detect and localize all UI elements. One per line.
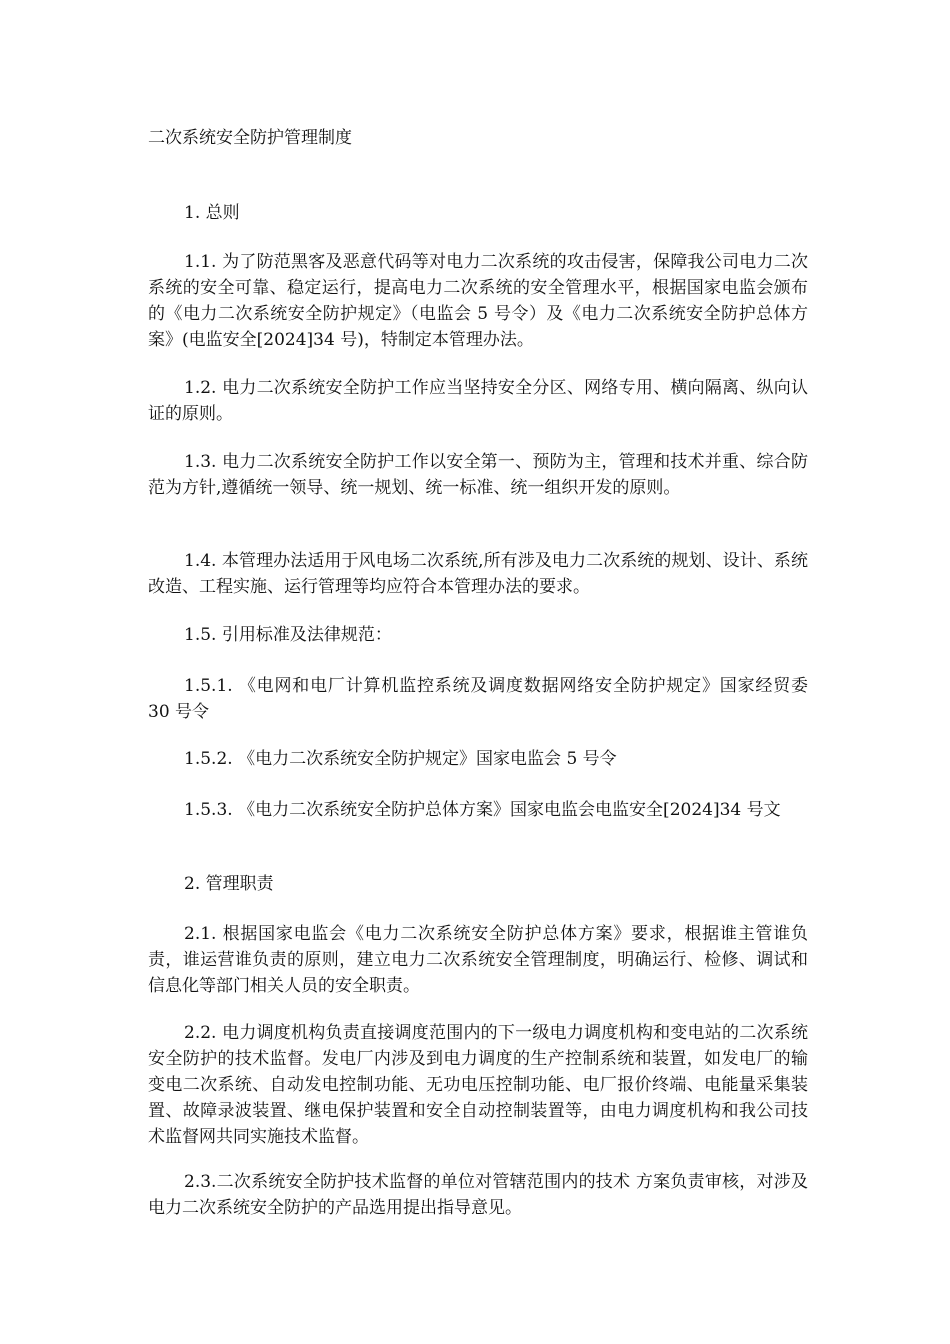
paragraph-1-5: 1.5. 引用标准及法律规范：: [184, 625, 392, 645]
paragraph-1-3: 1.3. 电力二次系统安全防护工作以安全第一、预防为主，管理和技术并重、综合防范为方针,遵循统一领导、统一规划、统一标准、统一组织开发的原则。: [148, 452, 808, 498]
paragraph-2-2: 2.2. 电力调度机构负责直接调度范围内的下一级电力调度机构和变电站的二次系统安全防护的技术监督。发电厂内涉及到电力调度的生产控制系统和装置，如发电厂的输变电二次系统、自动发电控制功能、无功电压控制功能、电厂报价终端、电能量采集装置、故障录波装置、继电保护装置和安全自动控制装置等，由电力调度机构和我公司技术监督网共同实施技术监督。: [148, 1023, 808, 1147]
paragraph-2-3: 2.3.二次系统安全防护技术监督的单位对管辖范围内的技术 方案负责审核，对涉及电力二次系统安全防护的产品选用提出指导意见。: [148, 1172, 808, 1218]
paragraph-1-5-2: 1.5.2. 《电力二次系统安全防护规定》国家电监会 5 号令: [184, 749, 617, 769]
paragraph-1-5-3: 1.5.3. 《电力二次系统安全防护总体方案》国家电监会电监安全[2024]34 号文: [184, 800, 781, 820]
section-heading-general: 1. 总则: [184, 203, 240, 223]
paragraph-1-2: 1.2. 电力二次系统安全防护工作应当坚持安全分区、网络专用、横向隔离、纵向认证的原则。: [148, 378, 808, 424]
document-title: 二次系统安全防护管理制度: [148, 128, 352, 148]
section-heading-responsibilities: 2. 管理职责: [184, 874, 274, 894]
paragraph-1-5-1: 1.5.1. 《电网和电厂计算机监控系统及调度数据网络安全防护规定》国家经贸委 30 号令: [148, 676, 808, 722]
paragraph-2-1: 2.1. 根据国家电监会《电力二次系统安全防护总体方案》要求，根据谁主管谁负责，谁运营谁负责的原则，建立电力二次系统安全管理制度，明确运行、检修、调试和信息化等部门相关人员的安全职责。: [148, 924, 808, 996]
paragraph-1-1: 1.1. 为了防范黑客及恶意代码等对电力二次系统的攻击侵害，保障我公司电力二次系统的安全可靠、稳定运行，提高电力二次系统的安全管理水平，根据国家电监会颁布的《电力二次系统安全防护规定》（电监会 5 号令）及《电力二次系统安全防护总体方案》(电监安全[2024]34 号)，特制定本管理办法。: [148, 252, 808, 350]
paragraph-1-4: 1.4. 本管理办法适用于风电场二次系统,所有涉及电力二次系统的规划、设计、系统改造、工程实施、运行管理等均应符合本管理办法的要求。: [148, 551, 808, 597]
